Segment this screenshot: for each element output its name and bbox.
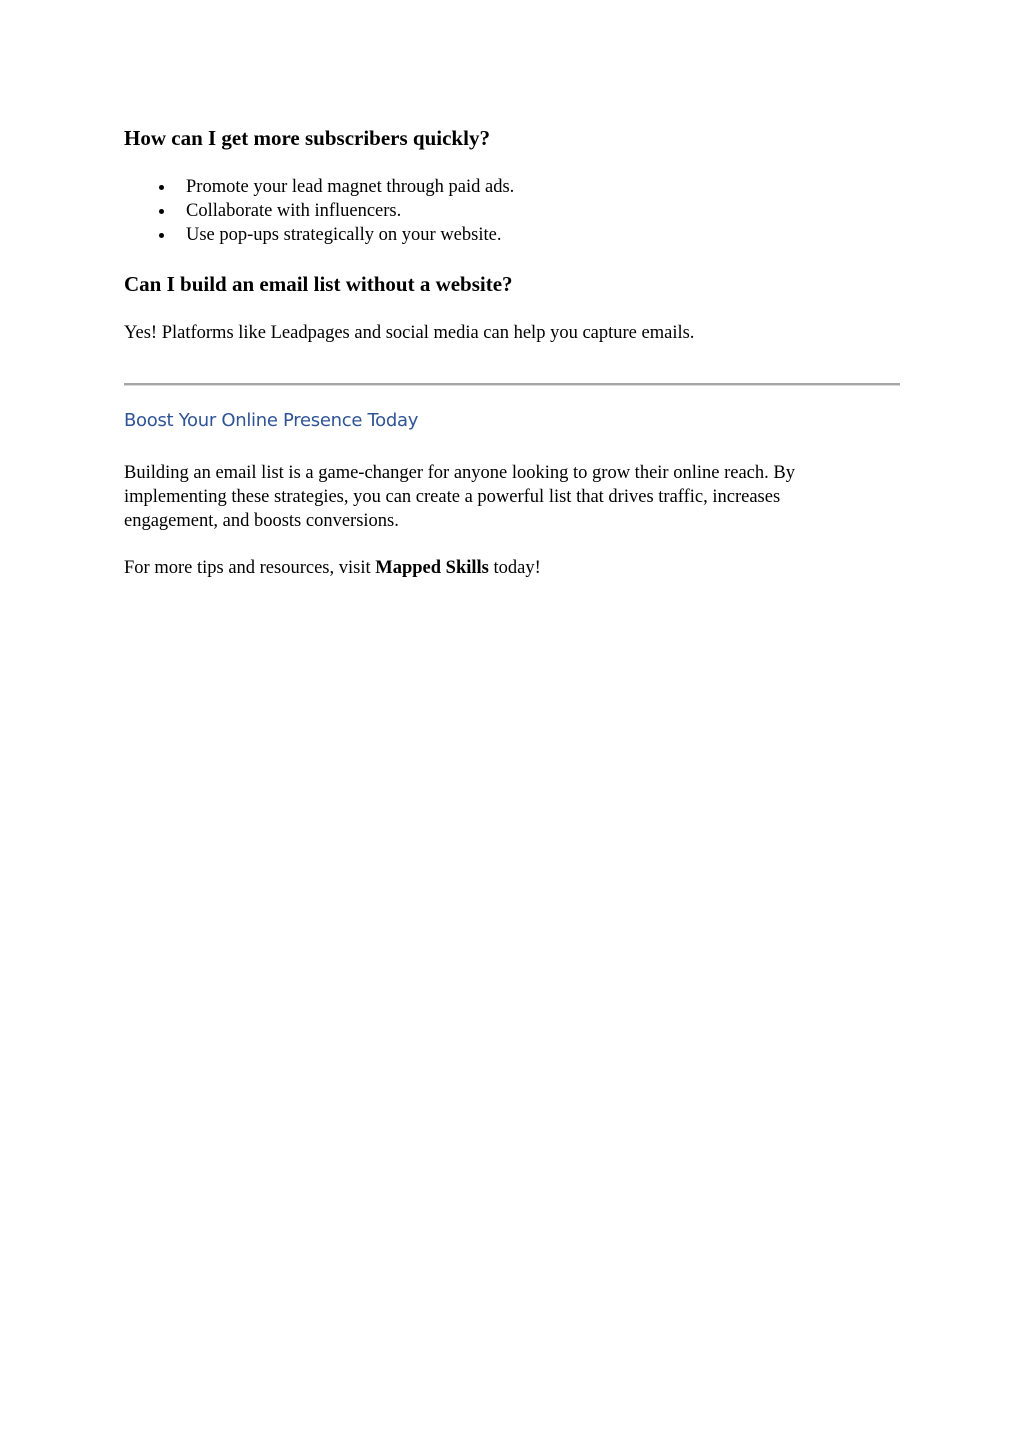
- bullet-icon: [159, 209, 164, 214]
- cta-prefix: For more tips and resources, visit: [124, 558, 376, 578]
- body-line: implementing these strategies, you can create a powerful list that drives traffic, increases: [124, 487, 781, 507]
- list-item: [124, 199, 514, 223]
- faq-question-subscribers: How can I get more subscribers quickly?: [124, 126, 490, 150]
- list-item-text: Promote your lead magnet through paid ads.: [186, 177, 515, 197]
- brand-name: Mapped Skills: [375, 558, 489, 578]
- call-to-action-paragraph: [124, 556, 541, 580]
- list-item: [124, 175, 514, 199]
- subscriber-tips-list: [124, 175, 514, 247]
- horizontal-divider: [124, 383, 900, 386]
- faq-answer-no-website: Yes! Platforms like Leadpages and social media can help you capture emails.: [124, 323, 695, 343]
- body-line: engagement, and boosts conversions.: [124, 511, 399, 531]
- section-body-paragraph: [124, 461, 884, 533]
- body-line: Building an email list is a game-changer for anyone looking to grow their online reach. By: [124, 463, 795, 483]
- bullet-icon: [159, 233, 164, 238]
- list-item-text: Use pop-ups strategically on your website.: [186, 225, 502, 245]
- section-heading: Boost Your Online Presence Today: [124, 410, 419, 431]
- cta-suffix: today!: [488, 558, 541, 578]
- list-item-text: Collaborate with influencers.: [186, 201, 402, 221]
- bullet-icon: [159, 185, 164, 190]
- list-item: [124, 223, 514, 247]
- faq-question-no-website: Can I build an email list without a website?: [124, 272, 513, 296]
